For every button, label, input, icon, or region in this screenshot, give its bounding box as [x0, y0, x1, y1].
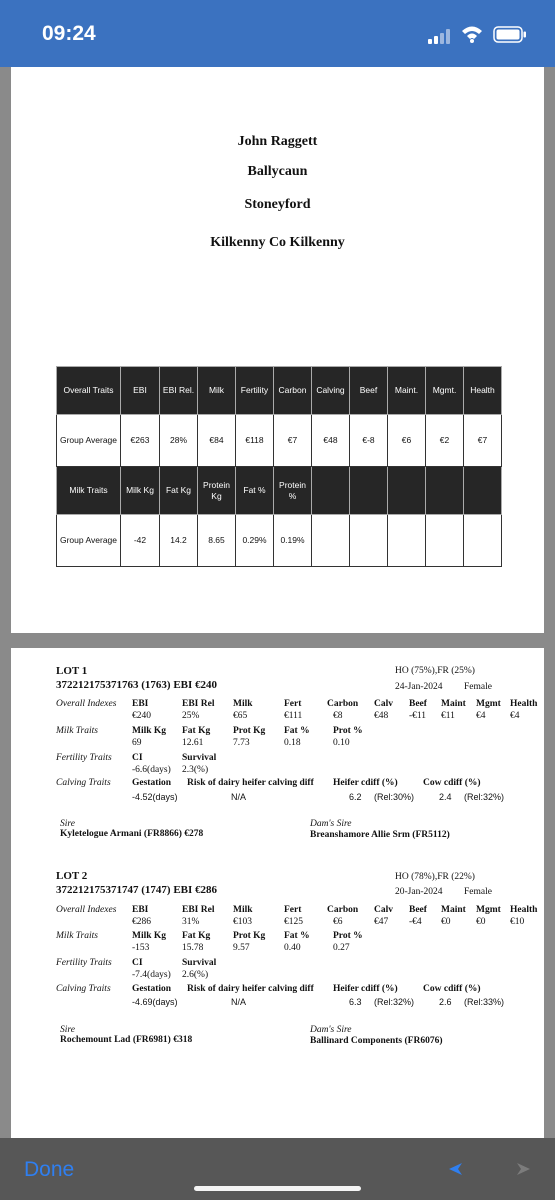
- idx-value: €4: [476, 711, 486, 721]
- empty-cell: [464, 467, 502, 515]
- gestation-value: -4.69(days): [132, 997, 178, 1007]
- cow-cdiff-rel: (Rel:32%): [464, 792, 505, 802]
- fert-value: 2.6(%): [182, 970, 209, 980]
- value-cell: €2: [426, 415, 464, 467]
- heifer-cdiff-rel: (Rel:32%): [374, 997, 415, 1007]
- calv-head: Gestation: [132, 778, 172, 788]
- header-cell: EBI Rel.: [160, 367, 198, 415]
- idx-head: Milk: [233, 699, 253, 709]
- milk-value: 69: [132, 738, 142, 748]
- value-cell: €84: [198, 415, 236, 467]
- dams-sire-label: Dam's Sire: [310, 1025, 352, 1035]
- calv-head: Risk of dairy heifer calving diff: [187, 984, 314, 994]
- lot-title: LOT 2: [56, 870, 88, 882]
- idx-value: €65: [233, 711, 248, 721]
- empty-cell: [350, 467, 388, 515]
- address-line-1: Ballycaun: [247, 164, 308, 179]
- milk-head: Prot %: [333, 726, 363, 736]
- milk-head: Prot Kg: [233, 931, 266, 941]
- milk-head: Fat %: [284, 931, 310, 941]
- fert-value: 2.3(%): [182, 765, 209, 775]
- lot-breed: HO (75%),FR (25%): [395, 666, 475, 676]
- header-cell: Calving: [312, 367, 350, 415]
- lot-dob: 20-Jan-2024: [395, 887, 443, 897]
- value-cell: €48: [312, 415, 350, 467]
- milk-head: Prot %: [333, 931, 363, 941]
- fert-head: Survival: [182, 958, 217, 968]
- idx-head: EBI Rel: [182, 905, 215, 915]
- milk-value: 9.57: [233, 943, 250, 953]
- calv-head: Heifer cdiff (%): [333, 984, 398, 994]
- idx-head: Maint: [441, 905, 466, 915]
- header-cell: Overall Traits: [57, 367, 121, 415]
- cow-cdiff-value: 2.4: [439, 792, 452, 802]
- milk-value: -153: [132, 943, 150, 953]
- wifi-icon: [461, 25, 483, 43]
- idx-value: -€11: [409, 711, 427, 721]
- home-indicator[interactable]: [194, 1186, 361, 1191]
- previous-arrow-icon[interactable]: [447, 1162, 463, 1176]
- empty-cell: [388, 467, 426, 515]
- header-cell: Fertility: [236, 367, 274, 415]
- milk-head: Fat Kg: [182, 726, 211, 736]
- calv-head: Risk of dairy heifer calving diff: [187, 778, 314, 788]
- idx-value: €240: [132, 711, 151, 721]
- milk-value: 7.73: [233, 738, 250, 748]
- value-cell: 14.2: [160, 515, 198, 567]
- heifer-cdiff-rel: (Rel:30%): [374, 792, 415, 802]
- sire-value: Rochemount Lad (FR6981) €318: [60, 1035, 193, 1045]
- sire-label: Sire: [60, 819, 75, 829]
- header-cell: Protein %: [274, 467, 312, 515]
- idx-value: €0: [476, 917, 486, 927]
- idx-value: 25%: [182, 711, 200, 721]
- signal-icon: [428, 29, 456, 44]
- address-line-2: Stoneyford: [244, 197, 311, 212]
- value-cell: 8.65: [198, 515, 236, 567]
- milk-head: Fat %: [284, 726, 310, 736]
- value-cell: Group Average: [57, 515, 121, 567]
- idx-value: 31%: [182, 917, 200, 927]
- empty-cell: [388, 515, 426, 567]
- value-cell: €7: [274, 415, 312, 467]
- idx-head: Calv: [374, 699, 393, 709]
- header-cell: EBI: [121, 367, 160, 415]
- idx-value: €125: [284, 917, 303, 927]
- empty-cell: [426, 515, 464, 567]
- fert-head: CI: [132, 958, 143, 968]
- milk-values-row: [57, 515, 502, 567]
- value-cell: 0.29%: [236, 515, 274, 567]
- owner-name: John Raggett: [237, 134, 318, 149]
- idx-value: €11: [441, 711, 455, 721]
- fert-head: Survival: [182, 753, 217, 763]
- status-bar: [0, 0, 555, 67]
- idx-value: €0: [441, 917, 451, 927]
- idx-head: Health: [510, 905, 538, 915]
- overall-header-row: [57, 367, 502, 415]
- milk-value: 0.40: [284, 943, 301, 953]
- lot-sex: Female: [464, 682, 492, 692]
- value-cell: €-8: [350, 415, 388, 467]
- milk-value: 0.18: [284, 738, 301, 748]
- idx-head: Health: [510, 699, 538, 709]
- idx-value: €47: [374, 917, 389, 927]
- value-cell: €6: [388, 415, 426, 467]
- lot-id-line: 372212175371763 (1763) EBI €240: [56, 679, 218, 691]
- cow-cdiff-value: 2.6: [439, 997, 452, 1007]
- idx-head: Calv: [374, 905, 393, 915]
- lot-breed: HO (78%),FR (22%): [395, 872, 475, 882]
- done-button[interactable]: Done: [24, 1158, 75, 1181]
- cow-cdiff-rel: (Rel:33%): [464, 997, 505, 1007]
- empty-cell: [426, 467, 464, 515]
- idx-head: Carbon: [327, 699, 359, 709]
- dams-sire-value: Breanshamore Allie Srm (FR5112): [310, 830, 450, 840]
- milk-traits-label: Milk Traits: [56, 726, 98, 736]
- milk-head: Prot Kg: [233, 726, 266, 736]
- address-line-3: Kilkenny Co Kilkenny: [210, 235, 345, 250]
- idx-head: EBI: [132, 905, 149, 915]
- idx-value: -€4: [409, 917, 422, 927]
- document-page-1: [11, 67, 544, 633]
- empty-cell: [312, 515, 350, 567]
- header-cell: Maint.: [388, 367, 426, 415]
- lot-id-line: 372212175371747 (1747) EBI €286: [56, 884, 218, 896]
- calving-traits-label: Calving Traits: [56, 984, 111, 994]
- idx-head: Beef: [409, 699, 427, 709]
- idx-value: €103: [233, 917, 252, 927]
- milk-value: 0.10: [333, 738, 350, 748]
- milk-traits-label: Milk Traits: [56, 931, 98, 941]
- sire-label: Sire: [60, 1025, 75, 1035]
- idx-head: EBI Rel: [182, 699, 215, 709]
- header-cell: Mgmt.: [426, 367, 464, 415]
- value-cell: 0.19%: [274, 515, 312, 567]
- idx-value: €4: [510, 711, 520, 721]
- idx-head: Maint: [441, 699, 466, 709]
- idx-value: €48: [374, 711, 389, 721]
- milk-head: Milk Kg: [132, 726, 167, 736]
- calv-head: Cow cdiff (%): [423, 778, 481, 788]
- idx-head: Milk: [233, 905, 253, 915]
- fert-value: -7.4(days): [132, 970, 171, 980]
- document-page-2: [11, 648, 544, 1138]
- idx-head: Beef: [409, 905, 427, 915]
- milk-value: 15.78: [182, 943, 204, 953]
- next-arrow-icon[interactable]: [516, 1162, 532, 1176]
- header-cell: Health: [464, 367, 502, 415]
- clock: 09:24: [42, 22, 96, 45]
- risk-value: N/A: [231, 997, 247, 1007]
- dams-sire-value: Ballinard Components (FR6076): [310, 1036, 443, 1046]
- header-cell: Carbon: [274, 367, 312, 415]
- header-cell: Milk Traits: [57, 467, 121, 515]
- value-cell: Group Average: [57, 415, 121, 467]
- header-cell: Milk Kg: [121, 467, 160, 515]
- overall-values-row: [57, 415, 502, 467]
- overall-indexes-label: Overall Indexes: [56, 699, 117, 709]
- idx-value: €10: [510, 917, 525, 927]
- idx-head: Carbon: [327, 905, 359, 915]
- idx-head: Fert: [284, 905, 302, 915]
- lot-dob: 24-Jan-2024: [395, 682, 443, 692]
- fertility-traits-label: Fertility Traits: [56, 958, 112, 968]
- idx-value: €286: [132, 917, 151, 927]
- calv-head: Cow cdiff (%): [423, 984, 481, 994]
- idx-value: €6: [333, 917, 343, 927]
- calv-head: Heifer cdiff (%): [333, 778, 398, 788]
- group-traits-table: [56, 366, 502, 567]
- header-cell: Protein Kg: [198, 467, 236, 515]
- header-cell: Fat %: [236, 467, 274, 515]
- idx-head: EBI: [132, 699, 149, 709]
- milk-value: 12.61: [182, 738, 204, 748]
- idx-head: Fert: [284, 699, 302, 709]
- heifer-cdiff-value: 6.2: [349, 792, 362, 802]
- fert-head: CI: [132, 753, 143, 763]
- value-cell: €7: [464, 415, 502, 467]
- milk-value: 0.27: [333, 943, 350, 953]
- idx-head: Mgmt: [476, 905, 501, 915]
- empty-cell: [350, 515, 388, 567]
- value-cell: -42: [121, 515, 160, 567]
- calving-traits-label: Calving Traits: [56, 778, 111, 788]
- idx-head: Mgmt: [476, 699, 501, 709]
- gestation-value: -4.52(days): [132, 792, 178, 802]
- empty-cell: [464, 515, 502, 567]
- header-cell: Milk: [198, 367, 236, 415]
- idx-value: €8: [333, 711, 343, 721]
- idx-value: €111: [284, 711, 303, 721]
- header-cell: Fat Kg: [160, 467, 198, 515]
- dams-sire-label: Dam's Sire: [310, 819, 352, 829]
- value-cell: €118: [236, 415, 274, 467]
- heifer-cdiff-value: 6.3: [349, 997, 362, 1007]
- calv-head: Gestation: [132, 984, 172, 994]
- value-cell: €263: [121, 415, 160, 467]
- value-cell: 28%: [160, 415, 198, 467]
- header-cell: Beef: [350, 367, 388, 415]
- milk-header-row: [57, 467, 502, 515]
- milk-head: Milk Kg: [132, 931, 167, 941]
- risk-value: N/A: [231, 792, 247, 802]
- lot-sex: Female: [464, 887, 492, 897]
- overall-indexes-label: Overall Indexes: [56, 905, 117, 915]
- fertility-traits-label: Fertility Traits: [56, 753, 112, 763]
- lot-title: LOT 1: [56, 665, 88, 677]
- empty-cell: [312, 467, 350, 515]
- milk-head: Fat Kg: [182, 931, 211, 941]
- sire-value: Kyletelogue Armani (FR8866) €278: [60, 829, 204, 839]
- fert-value: -6.6(days): [132, 765, 171, 775]
- battery-icon: [493, 26, 527, 43]
